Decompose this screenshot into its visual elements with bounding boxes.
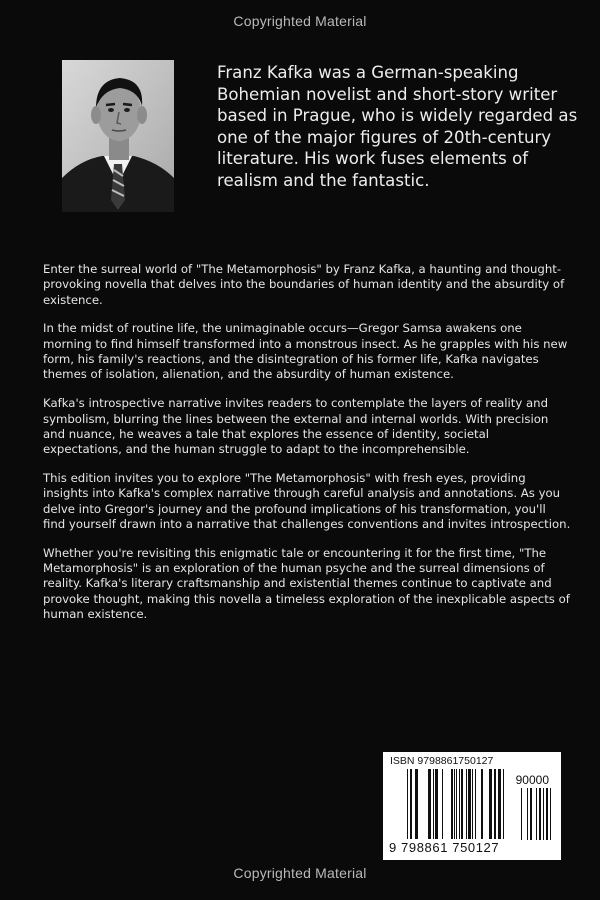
watermark-top: Copyrighted Material	[233, 13, 367, 29]
description-paragraph: Enter the surreal world of "The Metamorphosis" by Franz Kafka, a haunting and thought-provoking novella that delves into the boundaries of human identity and the absurdity of existence.	[43, 262, 565, 307]
price-code: 90000	[515, 773, 549, 787]
author-portrait	[62, 60, 174, 212]
price-barcode-bars	[519, 788, 553, 840]
description-paragraph: In the midst of routine life, the unimaginable occurs—Gregor Samsa awakens one morning to find himself transformed into a monstrous insect. As he grapples with his new form, his family's reactions, and the disintegration of his former life, Kafka navigates themes of isolation, alienation, and the absurdity of human existence.	[43, 321, 568, 382]
book-description	[43, 262, 571, 636]
description-paragraph: This edition invites you to explore "The Metamorphosis" with fresh eyes, providing insights into Kafka's complex narrative through careful analysis and annotations. As you delve into Gregor's journey and the profound implications of his transformation, you'll find yourself drawn into a narrative that challenges conventions and invites introspection.	[43, 471, 571, 531]
isbn-barcode	[383, 752, 561, 860]
description-paragraph: Whether you're revisiting this enigmatic tale or encountering it for the first time, "The Metamorphosis" is an exploration of the human psyche and the surreal dimensions of reality. Kafka's literary craftsmanship and existential themes continue to captivate and provoke thought, making this novella a timeless exploration of the inexplicable aspects of human existence.	[43, 545, 570, 622]
isbn-digits: 9 798861 750127	[389, 840, 500, 855]
isbn-label: ISBN 9798861750127	[390, 755, 494, 767]
barcode-bars	[389, 769, 509, 839]
author-bio: Franz Kafka was a German-speaking Bohemian novelist and short-story writer based in Prague, who is widely regarded as one of the major figures of 20th-century literature. His work fuses elements of realism and the fantastic.	[217, 63, 578, 190]
watermark-bottom: Copyrighted Material	[233, 865, 367, 881]
description-paragraph: Kafka's introspective narrative invites readers to contemplate the layers of reality and symbolism, blurring the lines between the external and internal worlds. With precision and nuance, he weaves a tale that explores the essence of identity, societal expectations, and the human struggle to adapt to the incomprehensible.	[43, 396, 549, 457]
